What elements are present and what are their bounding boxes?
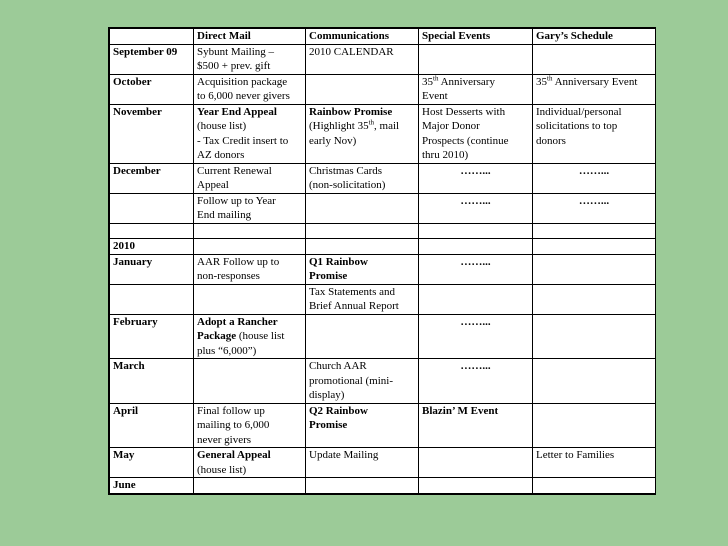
communications-cell xyxy=(306,104,419,163)
communications-cell xyxy=(306,193,419,223)
cell-line: (house list) xyxy=(197,120,247,132)
cell-line: 2010 CALENDAR xyxy=(309,45,394,58)
cell-line: Major Donor xyxy=(422,120,480,132)
garys-schedule-cell xyxy=(533,193,656,223)
month-cell: November xyxy=(110,104,194,163)
direct-mail-cell xyxy=(194,448,306,478)
cell-line: (house list) xyxy=(197,463,247,476)
cell-line: Sybunt Mailing – xyxy=(197,45,275,58)
communications-cell xyxy=(306,403,419,448)
header-garys-schedule: Gary’s Schedule xyxy=(533,29,656,45)
special-events-cell xyxy=(419,284,533,314)
cell-line: Individual/personal xyxy=(536,105,622,118)
header-direct-mail: Direct Mail xyxy=(194,29,306,45)
header-special-events: Special Events xyxy=(419,29,533,45)
special-events-cell xyxy=(419,448,533,478)
cell-line: Update Mailing xyxy=(309,449,379,461)
header-month xyxy=(110,29,194,45)
garys-schedule-cell xyxy=(533,314,656,359)
special-events-cell xyxy=(419,478,533,494)
table-row xyxy=(110,223,656,239)
month-cell: December xyxy=(110,163,194,193)
cell-line: Church AAR xyxy=(309,360,367,372)
cell-line: ……... xyxy=(460,164,491,177)
special-events-cell xyxy=(419,403,533,448)
cell-line: Current Renewal xyxy=(197,164,272,177)
special-events-cell xyxy=(419,239,533,255)
table-row xyxy=(110,239,656,255)
cell-line: ……... xyxy=(460,315,491,328)
cell-line: 35th Anniversary Event xyxy=(536,74,638,88)
communications-cell xyxy=(306,239,419,255)
special-events-cell xyxy=(419,314,533,359)
special-events-cell xyxy=(419,223,533,239)
cell-line: promotional (mini- xyxy=(309,374,394,387)
garys-schedule-cell xyxy=(533,284,656,314)
month-cell: October xyxy=(110,74,194,104)
month-cell: March xyxy=(110,359,194,404)
cell-line: Letter to Families xyxy=(536,449,615,461)
month-cell: September 09 xyxy=(110,44,194,74)
table-row xyxy=(110,359,656,404)
cell-line: ……... xyxy=(460,360,491,372)
garys-schedule-cell xyxy=(533,104,656,163)
communications-cell xyxy=(306,284,419,314)
cell-line: Acquisition package xyxy=(197,75,288,88)
cell-line: End mailing xyxy=(197,209,252,221)
garys-schedule-cell xyxy=(533,223,656,239)
garys-schedule-cell xyxy=(533,448,656,478)
table-row xyxy=(110,403,656,448)
table-row xyxy=(110,478,656,494)
communications-cell xyxy=(306,254,419,284)
direct-mail-cell xyxy=(194,314,306,359)
cell-line: solicitations to top xyxy=(536,120,618,132)
direct-mail-cell xyxy=(194,223,306,239)
cell-line: ……... xyxy=(460,194,491,207)
cell-line: - Tax Credit insert to xyxy=(197,134,289,147)
table-row xyxy=(110,448,656,478)
cell-line: Q2 Rainbow xyxy=(309,404,368,417)
cell-line: Brief Annual Report xyxy=(309,300,399,312)
cell-line: Year End Appeal xyxy=(197,105,277,118)
cell-line: AAR Follow up to xyxy=(197,255,280,268)
month-cell: January xyxy=(110,254,194,284)
ordinal-suffix: th xyxy=(368,118,375,127)
cell-line: Blazin’ M Event xyxy=(422,404,499,417)
table-row xyxy=(110,193,656,223)
cell-line: ……... xyxy=(578,164,610,177)
cell-line: Host Desserts with xyxy=(422,105,506,118)
communications-cell xyxy=(306,223,419,239)
table-row xyxy=(110,163,656,193)
cell-line: Christmas Cards xyxy=(309,164,383,177)
cell-line: (Highlight 35th, mail xyxy=(309,118,400,132)
ordinal-suffix: th xyxy=(547,74,553,82)
month-cell: 2010 xyxy=(110,239,194,255)
table-row xyxy=(110,314,656,359)
direct-mail-cell xyxy=(194,359,306,404)
table-row xyxy=(110,254,656,284)
communications-cell xyxy=(306,74,419,104)
cell-line: plus “6,000”) xyxy=(197,344,257,357)
direct-mail-cell xyxy=(194,163,306,193)
direct-mail-cell xyxy=(194,284,306,314)
special-events-cell xyxy=(419,359,533,404)
month-cell xyxy=(110,223,194,239)
garys-schedule-cell xyxy=(533,239,656,255)
month-cell xyxy=(110,193,194,223)
cell-line: thru 2010) xyxy=(422,149,469,161)
month-cell: February xyxy=(110,314,194,359)
cell-line: never givers xyxy=(197,433,252,446)
month-cell: May xyxy=(110,448,194,478)
garys-schedule-cell xyxy=(533,163,656,193)
communications-cell xyxy=(306,314,419,359)
direct-mail-cell xyxy=(194,193,306,223)
direct-mail-cell xyxy=(194,44,306,74)
cell-line: Final follow up xyxy=(197,404,265,417)
garys-schedule-cell xyxy=(533,403,656,448)
direct-mail-cell xyxy=(194,104,306,163)
cell-line: ……... xyxy=(460,255,491,268)
direct-mail-cell xyxy=(194,239,306,255)
communications-cell xyxy=(306,448,419,478)
cell-line: Follow up to Year xyxy=(197,194,276,207)
header-row xyxy=(110,29,656,45)
special-events-cell xyxy=(419,104,533,163)
garys-schedule-cell xyxy=(533,359,656,404)
communications-cell xyxy=(306,44,419,74)
garys-schedule-cell xyxy=(533,254,656,284)
cell-line: ……... xyxy=(578,194,610,207)
cell-line: Promise xyxy=(309,419,348,431)
schedule-table xyxy=(109,28,656,494)
table-row xyxy=(110,104,656,163)
cell-line: AZ donors xyxy=(197,149,245,161)
direct-mail-cell xyxy=(194,254,306,284)
communications-cell xyxy=(306,163,419,193)
cell-line: Prospects (continue xyxy=(422,134,509,147)
special-events-cell xyxy=(419,44,533,74)
direct-mail-cell xyxy=(194,478,306,494)
cell-line: Tax Statements and xyxy=(309,285,395,298)
ordinal-suffix: th xyxy=(433,74,439,82)
communications-cell xyxy=(306,478,419,494)
cell-line: Promise xyxy=(309,270,348,282)
cell-line: Rainbow Promise xyxy=(309,105,393,118)
cell-line: mailing to 6,000 xyxy=(197,419,270,431)
cell-line: donors xyxy=(536,134,566,147)
cell-line: (non-solicitation) xyxy=(309,179,386,191)
special-events-cell xyxy=(419,163,533,193)
header-communications: Communications xyxy=(306,29,419,45)
month-cell: April xyxy=(110,403,194,448)
special-events-cell xyxy=(419,74,533,104)
cell-line: Appeal xyxy=(197,179,229,191)
direct-mail-cell xyxy=(194,403,306,448)
special-events-cell xyxy=(419,254,533,284)
cell-line: to 6,000 never givers xyxy=(197,90,290,102)
garys-schedule-cell xyxy=(533,44,656,74)
special-events-cell xyxy=(419,193,533,223)
month-cell xyxy=(110,284,194,314)
table-row xyxy=(110,284,656,314)
cell-line: $500 + prev. gift xyxy=(197,60,271,72)
table-row xyxy=(110,44,656,74)
cell-line: non-responses xyxy=(197,270,260,282)
cell-line: Package (house list xyxy=(197,330,285,342)
schedule-body xyxy=(110,44,656,493)
cell-line: Adopt a Rancher xyxy=(197,315,278,328)
direct-mail-cell xyxy=(194,74,306,104)
garys-schedule-cell xyxy=(533,478,656,494)
month-cell: June xyxy=(110,478,194,494)
communications-cell xyxy=(306,359,419,404)
cell-line: Q1 Rainbow xyxy=(309,255,368,268)
cell-line: 35th Anniversary xyxy=(422,74,495,88)
table-row xyxy=(110,74,656,104)
cell-line: display) xyxy=(309,389,345,401)
garys-schedule-cell xyxy=(533,74,656,104)
schedule-sheet xyxy=(108,27,656,495)
cell-line: early Nov) xyxy=(309,134,357,147)
cell-line: General Appeal xyxy=(197,449,271,461)
cell-line: Event xyxy=(422,90,448,102)
